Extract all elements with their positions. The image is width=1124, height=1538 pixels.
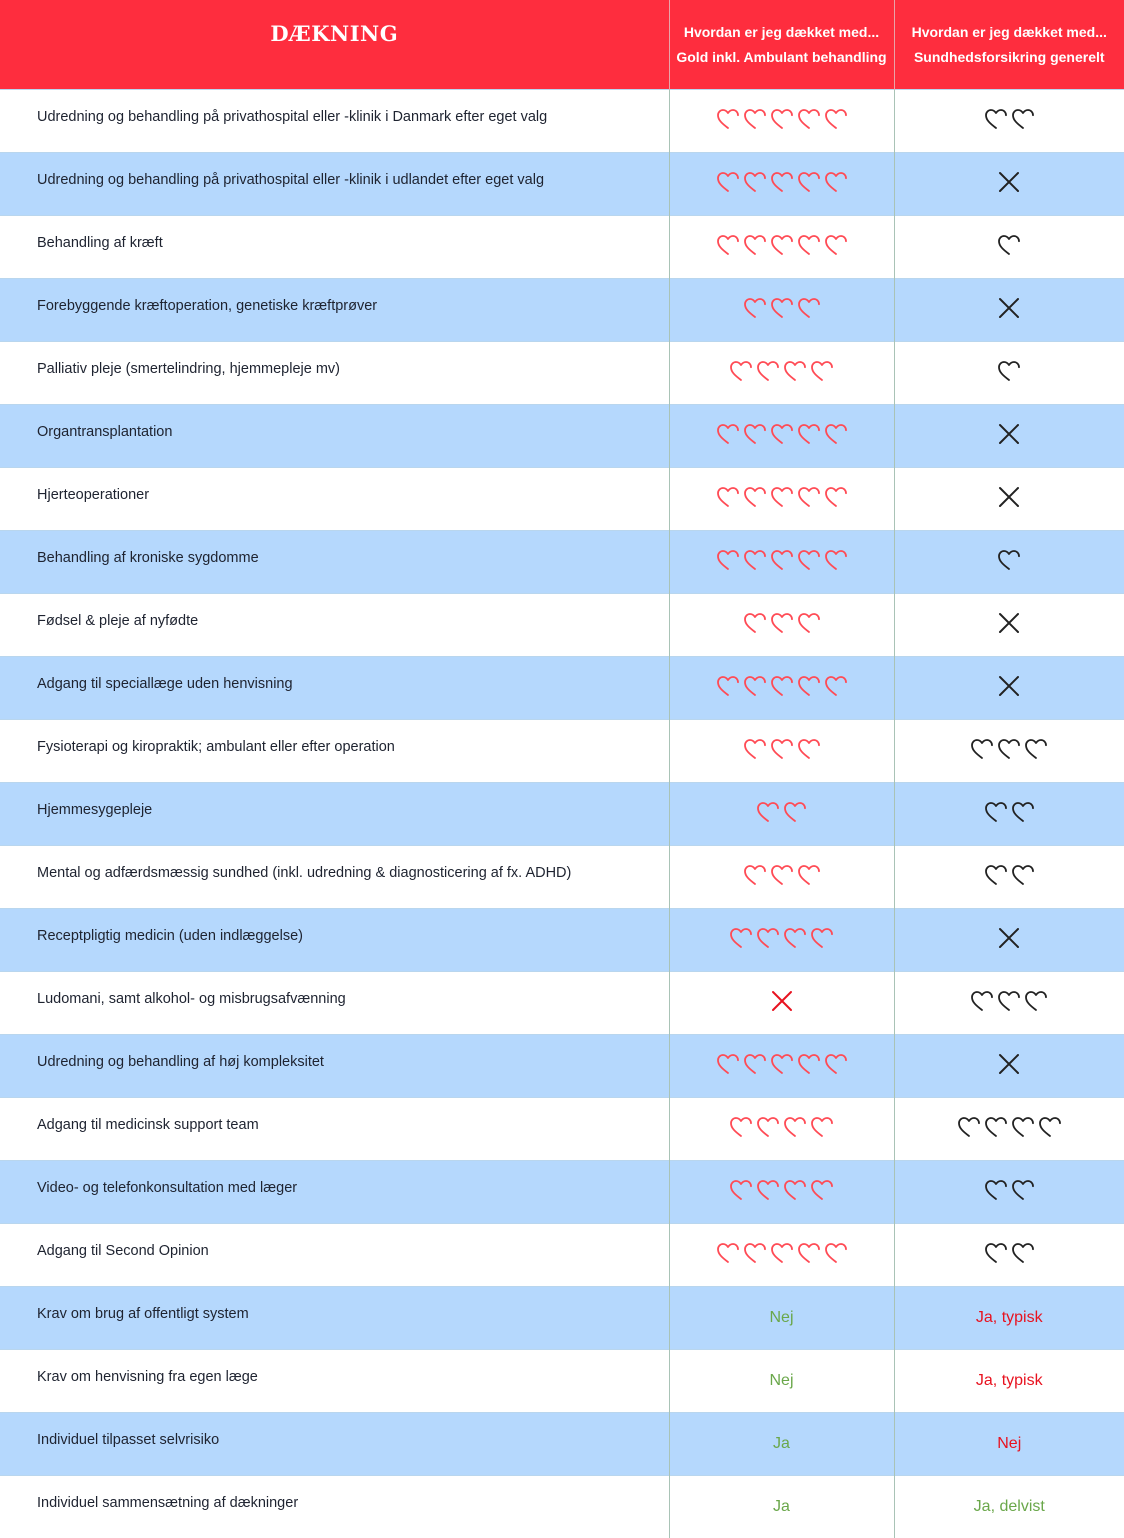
table-row [0, 153, 1124, 216]
cross-icon [997, 170, 1021, 194]
heart-icon [770, 675, 794, 697]
heart-rating [743, 297, 821, 319]
heart-icon [716, 486, 740, 508]
heart-icon [743, 171, 767, 193]
table-row [0, 468, 1124, 531]
general-coverage-cell [894, 783, 1124, 846]
table-row [0, 342, 1124, 405]
heart-icon [1038, 1116, 1062, 1138]
heart-rating [716, 234, 848, 256]
general-coverage-cell [894, 90, 1124, 153]
heart-icon [770, 171, 794, 193]
table-row [0, 216, 1124, 279]
coverage-label: Behandling af kroniske sygdomme [0, 531, 669, 594]
heart-rating [743, 738, 821, 760]
page-title: DÆKNING [0, 21, 669, 46]
gold-coverage-cell [669, 1224, 894, 1287]
general-coverage-cell [894, 657, 1124, 720]
general-plan-heading [894, 0, 1124, 90]
heart-icon [716, 108, 740, 130]
heart-rating [997, 360, 1021, 382]
coverage-label: Adgang til Second Opinion [0, 1224, 669, 1287]
heart-icon [729, 1179, 753, 1201]
heart-rating [970, 990, 1048, 1012]
heart-icon [1011, 1242, 1035, 1264]
gold-coverage-cell [669, 1161, 894, 1224]
general-coverage-cell [894, 1161, 1124, 1224]
heart-icon [1011, 864, 1035, 886]
table-row [0, 1287, 1124, 1350]
heart-rating [984, 108, 1035, 130]
heart-icon [997, 234, 1021, 256]
heart-rating [984, 1179, 1035, 1201]
heart-icon [824, 549, 848, 571]
heart-rating [716, 486, 848, 508]
heart-icon [770, 549, 794, 571]
general-coverage-cell [894, 1350, 1124, 1413]
heart-icon [770, 612, 794, 634]
heart-icon [783, 1116, 807, 1138]
gold-coverage-cell [669, 783, 894, 846]
heart-icon [770, 234, 794, 256]
heart-icon [797, 675, 821, 697]
heart-icon [729, 927, 753, 949]
table-row [0, 1476, 1124, 1538]
general-heading-question: Hvordan er jeg dækket med... [895, 20, 1124, 45]
gold-coverage-cell [669, 1476, 894, 1538]
cross-icon [997, 422, 1021, 446]
heart-icon [756, 1116, 780, 1138]
heart-icon [984, 864, 1008, 886]
heart-icon [824, 108, 848, 130]
heart-icon [984, 108, 1008, 130]
gold-coverage-cell [669, 1413, 894, 1476]
gold-coverage-cell [669, 972, 894, 1035]
heart-rating [729, 360, 834, 382]
heart-icon [729, 360, 753, 382]
heart-icon [756, 360, 780, 382]
heart-icon [797, 1053, 821, 1075]
heart-icon [770, 486, 794, 508]
gold-plan-heading [669, 0, 894, 90]
heart-rating [716, 1242, 848, 1264]
heart-icon [783, 801, 807, 823]
heart-icon [1011, 108, 1035, 130]
coverage-label: Krav om henvisning fra egen læge [0, 1350, 669, 1413]
heart-rating [984, 801, 1035, 823]
heart-icon [756, 927, 780, 949]
coverage-value-text: Nej [997, 1435, 1021, 1452]
cross-icon [997, 485, 1021, 509]
heart-icon [797, 864, 821, 886]
general-coverage-cell [894, 594, 1124, 657]
heart-icon [810, 927, 834, 949]
heart-icon [824, 423, 848, 445]
coverage-label: Forebyggende kræftoperation, genetiske kræftprøver [0, 279, 669, 342]
heart-icon [743, 1053, 767, 1075]
cross-icon [997, 1052, 1021, 1076]
gold-coverage-cell [669, 342, 894, 405]
coverage-value-text: Ja [773, 1435, 790, 1452]
heart-icon [824, 1053, 848, 1075]
general-coverage-cell [894, 342, 1124, 405]
coverage-label: Adgang til speciallæge uden henvisning [0, 657, 669, 720]
coverage-label: Video- og telefonkonsultation med læger [0, 1161, 669, 1224]
gold-heading-question: Hvordan er jeg dækket med... [670, 20, 894, 45]
table-header-row [0, 0, 1124, 90]
gold-coverage-cell [669, 405, 894, 468]
table-row [0, 657, 1124, 720]
coverage-label: Individuel sammensætning af dækninger [0, 1476, 669, 1538]
heart-icon [743, 1242, 767, 1264]
heart-icon [770, 738, 794, 760]
gold-coverage-cell [669, 846, 894, 909]
coverage-value-text: Ja [773, 1498, 790, 1515]
heart-icon [743, 864, 767, 886]
gold-heading-plan: Gold inkl. Ambulant behandling [670, 45, 894, 70]
heart-icon [797, 108, 821, 130]
coverage-label: Udredning og behandling af høj kompleksitet [0, 1035, 669, 1098]
coverage-label: Behandling af kræft [0, 216, 669, 279]
table-row [0, 1350, 1124, 1413]
heart-icon [770, 297, 794, 319]
heart-icon [729, 1116, 753, 1138]
heart-icon [783, 927, 807, 949]
table-row [0, 1413, 1124, 1476]
heart-icon [824, 486, 848, 508]
gold-coverage-cell [669, 279, 894, 342]
coverage-label: Individuel tilpasset selvrisiko [0, 1413, 669, 1476]
heart-icon [743, 423, 767, 445]
heart-rating [756, 801, 807, 823]
cross-icon [997, 611, 1021, 635]
heart-icon [1011, 1179, 1035, 1201]
table-row [0, 972, 1124, 1035]
heart-icon [810, 1116, 834, 1138]
gold-coverage-cell [669, 90, 894, 153]
general-coverage-cell [894, 279, 1124, 342]
general-coverage-cell [894, 405, 1124, 468]
heart-icon [770, 1242, 794, 1264]
table-row [0, 909, 1124, 972]
table-row [0, 783, 1124, 846]
coverage-label: Udredning og behandling på privathospital eller -klinik i udlandet efter eget valg [0, 153, 669, 216]
coverage-label: Organtransplantation [0, 405, 669, 468]
heart-icon [957, 1116, 981, 1138]
general-coverage-cell [894, 846, 1124, 909]
general-coverage-cell [894, 153, 1124, 216]
heart-icon [716, 234, 740, 256]
cross-icon [997, 926, 1021, 950]
heart-rating [716, 1053, 848, 1075]
heart-rating [729, 1179, 834, 1201]
heart-icon [970, 738, 994, 760]
coverage-label: Udredning og behandling på privathospital eller -klinik i Danmark efter eget valg [0, 90, 669, 153]
coverage-label: Mental og adfærdsmæssig sundhed (inkl. udredning & diagnosticering af fx. ADHD) [0, 846, 669, 909]
heart-rating [716, 171, 848, 193]
heart-icon [797, 486, 821, 508]
cross-icon [770, 989, 794, 1013]
table-row [0, 1035, 1124, 1098]
heart-icon [783, 1179, 807, 1201]
heart-icon [997, 549, 1021, 571]
heart-icon [1024, 738, 1048, 760]
heart-icon [797, 612, 821, 634]
coverage-label: Adgang til medicinsk support team [0, 1098, 669, 1161]
coverage-value-text: Ja, delvist [974, 1498, 1045, 1515]
heart-rating [997, 234, 1021, 256]
coverage-value-text: Nej [769, 1309, 793, 1326]
coverage-value-text: Ja, typisk [976, 1372, 1043, 1389]
coverage-label: Hjemmesygepleje [0, 783, 669, 846]
heart-icon [797, 234, 821, 256]
heart-icon [743, 549, 767, 571]
general-coverage-cell [894, 720, 1124, 783]
coverage-label: Receptpligtig medicin (uden indlæggelse) [0, 909, 669, 972]
heart-icon [810, 1179, 834, 1201]
heart-icon [797, 738, 821, 760]
table-row [0, 531, 1124, 594]
heart-icon [743, 108, 767, 130]
heart-icon [743, 486, 767, 508]
coverage-heading-cell [0, 0, 669, 90]
heart-icon [756, 801, 780, 823]
heart-rating [729, 927, 834, 949]
coverage-label: Palliativ pleje (smertelindring, hjemmepleje mv) [0, 342, 669, 405]
table-row [0, 1161, 1124, 1224]
heart-icon [783, 360, 807, 382]
coverage-label: Hjerteoperationer [0, 468, 669, 531]
heart-icon [770, 1053, 794, 1075]
coverage-label: Fysioterapi og kiropraktik; ambulant eller efter operation [0, 720, 669, 783]
heart-icon [743, 612, 767, 634]
general-coverage-cell [894, 216, 1124, 279]
heart-icon [797, 297, 821, 319]
heart-icon [810, 360, 834, 382]
coverage-label: Fødsel & pleje af nyfødte [0, 594, 669, 657]
heart-rating [716, 675, 848, 697]
heart-rating [743, 864, 821, 886]
gold-coverage-cell [669, 1098, 894, 1161]
heart-icon [984, 1116, 1008, 1138]
general-coverage-cell [894, 1098, 1124, 1161]
gold-coverage-cell [669, 1035, 894, 1098]
heart-rating [997, 549, 1021, 571]
heart-icon [984, 1242, 1008, 1264]
coverage-label: Krav om brug af offentligt system [0, 1287, 669, 1350]
table-row [0, 405, 1124, 468]
heart-rating [716, 108, 848, 130]
heart-icon [797, 423, 821, 445]
general-coverage-cell [894, 1287, 1124, 1350]
general-coverage-cell [894, 1413, 1124, 1476]
heart-icon [743, 297, 767, 319]
gold-coverage-cell [669, 468, 894, 531]
gold-coverage-cell [669, 657, 894, 720]
heart-icon [716, 675, 740, 697]
heart-icon [716, 1053, 740, 1075]
gold-coverage-cell [669, 909, 894, 972]
general-coverage-cell [894, 1035, 1124, 1098]
heart-icon [716, 1242, 740, 1264]
heart-icon [997, 990, 1021, 1012]
heart-icon [716, 423, 740, 445]
cross-icon [997, 296, 1021, 320]
heart-icon [1011, 1116, 1035, 1138]
heart-icon [1011, 801, 1035, 823]
heart-rating [984, 1242, 1035, 1264]
heart-icon [797, 171, 821, 193]
general-coverage-cell [894, 468, 1124, 531]
gold-coverage-cell [669, 531, 894, 594]
heart-icon [743, 675, 767, 697]
heart-rating [957, 1116, 1062, 1138]
gold-coverage-cell [669, 1287, 894, 1350]
coverage-label: Ludomani, samt alkohol- og misbrugsafvænning [0, 972, 669, 1035]
heart-rating [729, 1116, 834, 1138]
general-coverage-cell [894, 531, 1124, 594]
general-coverage-cell [894, 972, 1124, 1035]
heart-icon [1024, 990, 1048, 1012]
gold-coverage-cell [669, 1350, 894, 1413]
general-coverage-cell [894, 1476, 1124, 1538]
coverage-value-text: Ja, typisk [976, 1309, 1043, 1326]
heart-icon [997, 360, 1021, 382]
table-row [0, 279, 1124, 342]
table-body [0, 90, 1124, 1538]
heart-icon [716, 549, 740, 571]
heart-icon [824, 234, 848, 256]
heart-rating [716, 423, 848, 445]
cross-icon [997, 674, 1021, 698]
heart-icon [984, 801, 1008, 823]
heart-icon [797, 1242, 821, 1264]
heart-icon [770, 423, 794, 445]
heart-icon [997, 738, 1021, 760]
table-row [0, 846, 1124, 909]
heart-icon [984, 1179, 1008, 1201]
gold-coverage-cell [669, 153, 894, 216]
heart-rating [970, 738, 1048, 760]
gold-coverage-cell [669, 720, 894, 783]
heart-rating [984, 864, 1035, 886]
table-row [0, 1098, 1124, 1161]
heart-rating [743, 612, 821, 634]
heart-rating [716, 549, 848, 571]
coverage-value-text: Nej [769, 1372, 793, 1389]
heart-icon [970, 990, 994, 1012]
heart-icon [824, 1242, 848, 1264]
table-row [0, 594, 1124, 657]
heart-icon [770, 864, 794, 886]
heart-icon [756, 1179, 780, 1201]
table-row [0, 1224, 1124, 1287]
heart-icon [824, 171, 848, 193]
general-coverage-cell [894, 909, 1124, 972]
general-heading-plan: Sundhedsforsikring generelt [895, 45, 1124, 70]
table-row [0, 90, 1124, 153]
general-coverage-cell [894, 1224, 1124, 1287]
heart-icon [716, 171, 740, 193]
heart-icon [824, 675, 848, 697]
heart-icon [797, 549, 821, 571]
heart-icon [743, 234, 767, 256]
heart-icon [743, 738, 767, 760]
table-row [0, 720, 1124, 783]
heart-icon [770, 108, 794, 130]
gold-coverage-cell [669, 216, 894, 279]
gold-coverage-cell [669, 594, 894, 657]
